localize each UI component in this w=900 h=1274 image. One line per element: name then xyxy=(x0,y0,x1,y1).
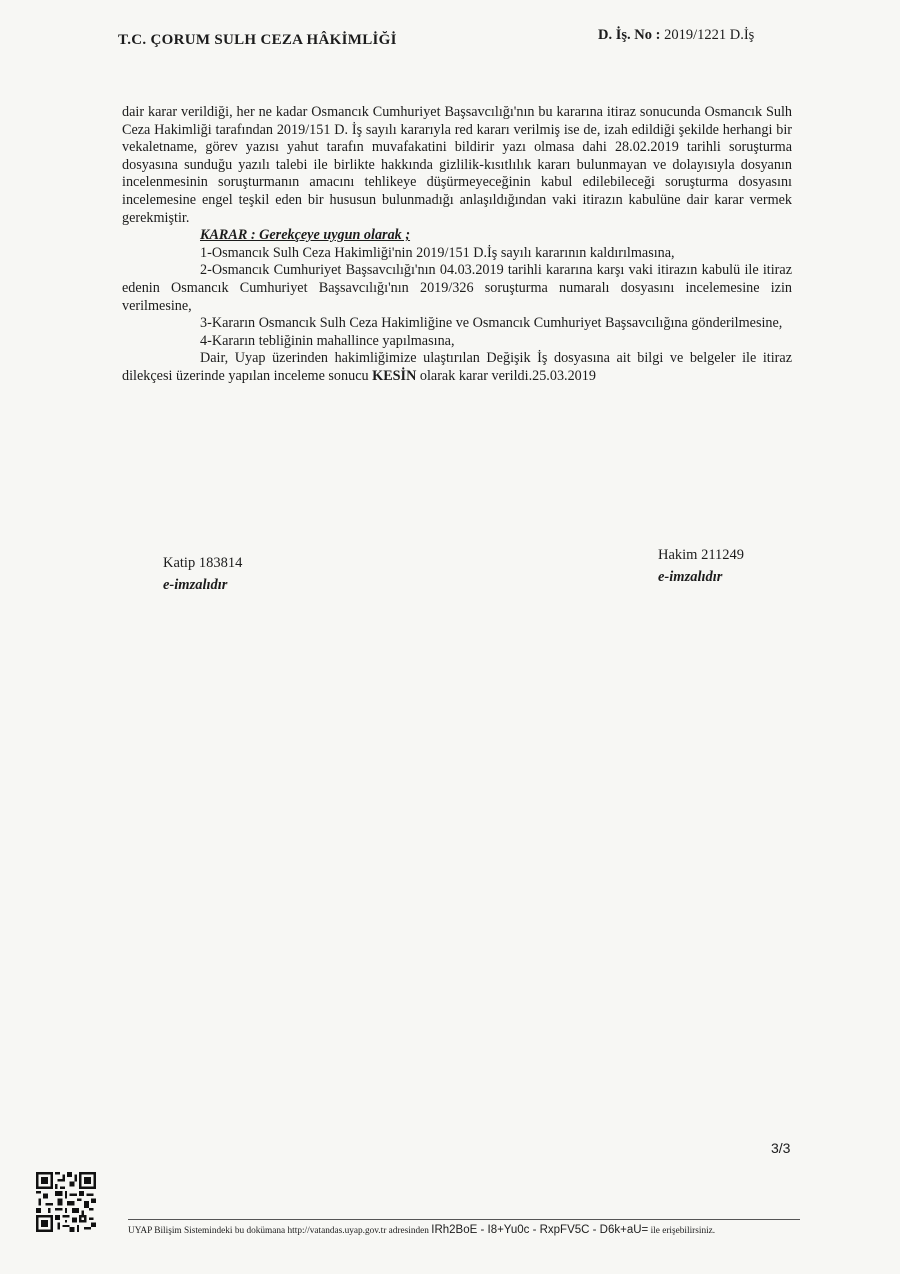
file-number-label: D. İş. No : xyxy=(598,27,661,43)
file-number-value: 2019/1221 D.İş xyxy=(664,27,755,43)
clerk-signature xyxy=(163,552,242,596)
decision-item-4: 4-Kararın tebliğinin mahallince yapılmasına, xyxy=(200,332,455,349)
closing-text-end: olarak karar verildi.25.03.2019 xyxy=(419,367,596,384)
intro-paragraph: dair karar verildiği, her ne kadar Osmancık Cumhuriyet Başsavcılığı'nın bu kararına itiraz sonucunda Osmancık Sulh Ceza Hakimliği tarafından 2019/151 D. İş sayılı kararıyla red kararı verilmiş ise de, izah edildiği şekilde herhangi bir vekaletname, görev yazısı yahut tarafın muvafakatini bildirir yazı olmasa dahi 28.02.2019 tarihli soruşturma dosyasına sunduğu yazılı talebi ile birlikte hakkında gizlilik-kısıtlılık kararı bulunmayan ve dolayısıyla dosyanın incelenmesinin soruşturmanın amacını tehlikeye düşürmeyeceğinin kabul edilebileceği soruşturma dosyasını incelemesine engel teşkil eden bir hususun bulunmadığı anlaşıldığından vaki itirazın kabulüne dair karar vermek gerekmiştir. xyxy=(122,104,792,226)
court-name: T.C. ÇORUM SULH CEZA HÂKİMLİĞİ xyxy=(118,32,397,48)
judge-esign-status: e-imzalıdır xyxy=(658,569,723,585)
decision-item-2: 2-Osmancık Cumhuriyet Başsavcılığı'nın 04.03.2019 tarihli kararına karşı vaki itirazın kabulü ile itiraz edenin Osmancık Cumhuriyet Başsavcılığı'nın 2019/326 soruşturma numaralı dosyasını incelemesine izin verilmesine, xyxy=(122,262,792,314)
closing-paragraph xyxy=(122,350,792,385)
file-number xyxy=(598,27,754,44)
karar-heading: KARAR : Gerekçeye uygun olarak ; xyxy=(200,227,411,244)
judge-name: Hakim 211249 xyxy=(658,547,745,563)
clerk-esign-status: e-imzalıdır xyxy=(163,577,228,593)
clerk-name: Katip 183814 xyxy=(163,555,243,571)
footer-verification xyxy=(128,1224,828,1236)
footer-text: UYAP Bilişim Sistemindeki bu dokümana http://vatandas.uyap.gov.tr adresinden xyxy=(128,1226,429,1236)
decision-body xyxy=(122,104,792,386)
footer-suffix: ile erişebilirsiniz. xyxy=(650,1226,716,1236)
footer-divider xyxy=(128,1219,800,1220)
kesin-word: KESİN xyxy=(372,367,417,384)
verification-code: IRh2BoE - I8+Yu0c - RxpFV5C - D6k+aU= xyxy=(431,1224,649,1236)
decision-item-3: 3-Kararın Osmancık Sulh Ceza Hakimliğine ve Osmancık Cumhuriyet Başsavcılığına gönderilmesine, xyxy=(200,315,783,332)
decision-item-1: 1-Osmancık Sulh Ceza Hakimliği'nin 2019/151 D.İş sayılı kararının kaldırılmasına, xyxy=(200,244,675,261)
qr-code-icon xyxy=(36,1172,96,1232)
judge-signature xyxy=(658,544,744,588)
closing-text-start: Dair, Uyap üzerinden hakimliğimize ulaştırılan Değişik İş dosyasına ait bilgi ve belgeler ile itiraz dilekçesi üzerinde yapılan inceleme sonucu xyxy=(122,350,792,384)
page-number: 3/3 xyxy=(771,1140,791,1156)
